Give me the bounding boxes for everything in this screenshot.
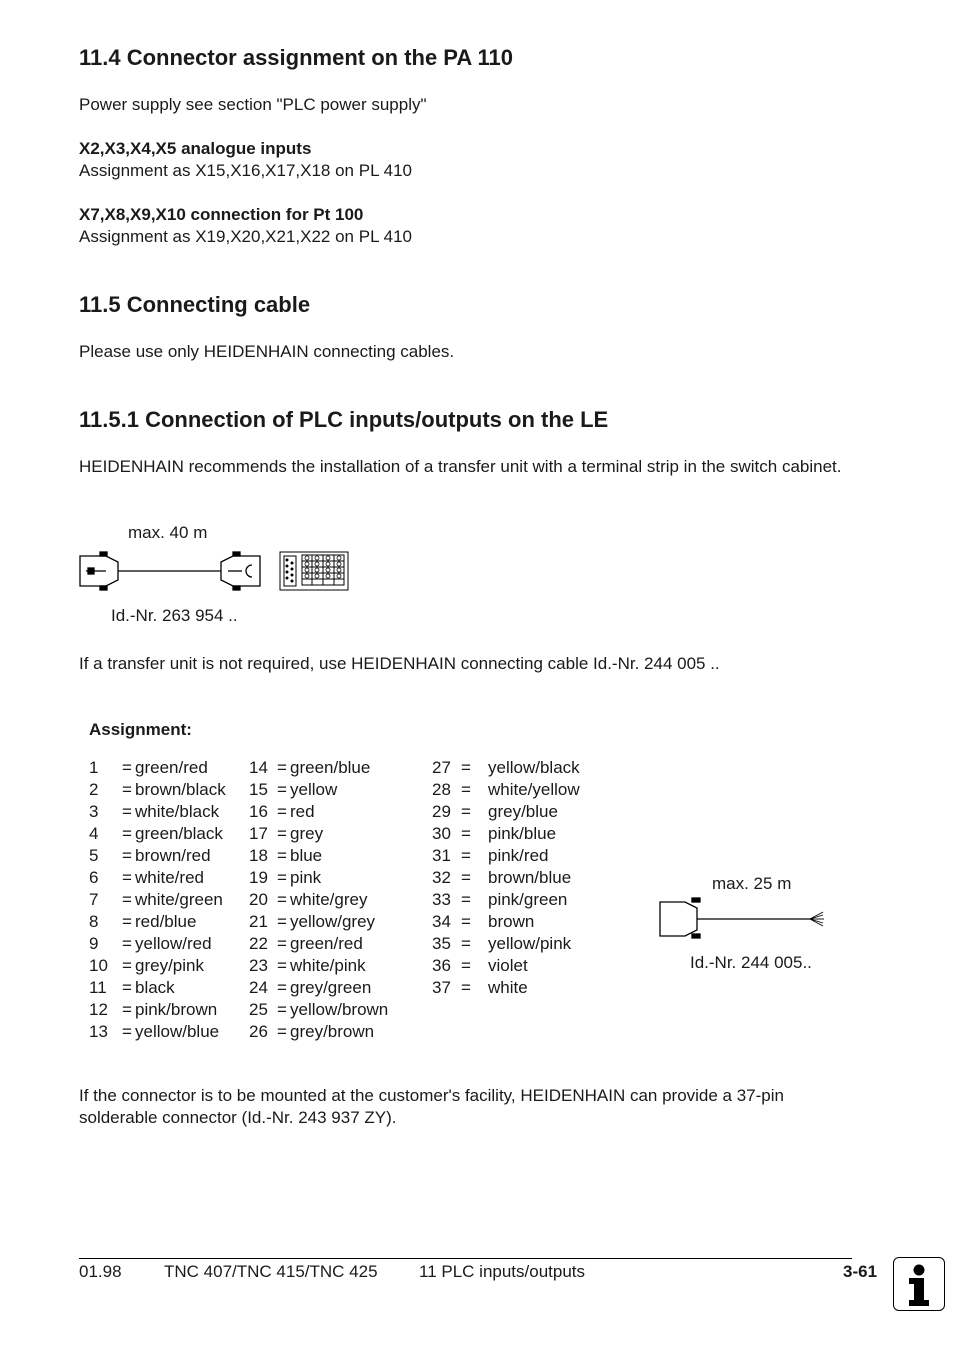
pin-number: 30 xyxy=(432,824,451,843)
assignment-row xyxy=(432,889,602,911)
wire-color: yellow/grey xyxy=(290,912,376,931)
footer-rule xyxy=(79,1258,852,1259)
open-wire-ends-icon xyxy=(810,912,824,926)
pin-number: 13 xyxy=(89,1022,108,1041)
assignment-row xyxy=(432,911,602,933)
equals-sign: = xyxy=(122,868,132,887)
pin-number: 12 xyxy=(89,1000,108,1019)
pin-number: 9 xyxy=(89,934,99,953)
equals-sign: = xyxy=(461,868,471,887)
assignment-row xyxy=(249,823,419,845)
pin-number: 34 xyxy=(432,912,451,931)
equals-sign: = xyxy=(277,1000,287,1019)
equals-sign: = xyxy=(122,802,132,821)
assignment-row xyxy=(89,1021,249,1043)
pin-number: 35 xyxy=(432,934,451,953)
assignment-row xyxy=(249,1021,419,1043)
assignment-row xyxy=(432,801,602,823)
assignment-row xyxy=(89,977,249,999)
wire-color: yellow/brown xyxy=(290,1000,389,1019)
pin-number: 15 xyxy=(249,780,268,799)
pin-number: 29 xyxy=(432,802,451,821)
wire-color: white xyxy=(488,978,528,997)
equals-sign: = xyxy=(461,956,471,975)
equals-sign: = xyxy=(122,890,132,909)
equals-sign: = xyxy=(122,824,132,843)
wire-color: violet xyxy=(488,956,528,975)
assignment-row xyxy=(89,933,249,955)
pin-number: 3 xyxy=(89,802,99,821)
wire-color: pink/brown xyxy=(135,1000,218,1019)
terminal-strip-icon xyxy=(280,552,348,590)
pin-number: 37 xyxy=(432,978,451,997)
pin-number: 16 xyxy=(249,802,268,821)
assignment-column-2 xyxy=(249,757,419,1043)
equals-sign: = xyxy=(277,802,287,821)
wire-color: white/yellow xyxy=(488,780,580,799)
cable-note: Please use only HEIDENHAIN connecting cables. xyxy=(79,342,455,361)
wire-color: grey/blue xyxy=(488,802,558,821)
wire-color: black xyxy=(135,978,175,997)
pin-number: 18 xyxy=(249,846,268,865)
equals-sign: = xyxy=(122,978,132,997)
wire-color: yellow xyxy=(290,780,338,799)
assignment-row xyxy=(89,999,249,1021)
wire-color: pink xyxy=(290,868,322,887)
assignment-row xyxy=(89,911,249,933)
pin-number: 24 xyxy=(249,978,268,997)
equals-sign: = xyxy=(122,1022,132,1041)
wire-color: yellow/pink xyxy=(488,934,572,953)
pin-number: 17 xyxy=(249,824,268,843)
assignment-row xyxy=(432,845,602,867)
equals-sign: = xyxy=(461,978,471,997)
equals-sign: = xyxy=(122,758,132,777)
section-heading-11-5-1: 11.5.1 Connection of PLC inputs/outputs on the LE xyxy=(79,407,609,432)
pin-number: 22 xyxy=(249,934,268,953)
pin-number: 5 xyxy=(89,846,99,865)
pin-number: 28 xyxy=(432,780,451,799)
connector-note: If the connector is to be mounted at the customer's facility, HEIDENHAIN can provide a 37-pin solderable connector (Id.-Nr. 243 937 ZY). xyxy=(79,1086,784,1127)
equals-sign: = xyxy=(122,912,132,931)
wire-color: white/red xyxy=(135,868,204,887)
assignment-row xyxy=(432,977,602,999)
assignment-row xyxy=(89,757,249,779)
pin-number: 7 xyxy=(89,890,99,909)
footer-date: 01.98 xyxy=(79,1262,122,1281)
assignment-row xyxy=(89,845,249,867)
assignment-row xyxy=(249,779,419,801)
assignment-row xyxy=(249,867,419,889)
pin-number: 32 xyxy=(432,868,451,887)
equals-sign: = xyxy=(277,890,287,909)
assignment-column-1 xyxy=(89,757,249,1043)
pin-number: 1 xyxy=(89,758,99,777)
assignment-row xyxy=(432,757,602,779)
assignment-row xyxy=(249,999,419,1021)
pin-number: 6 xyxy=(89,868,99,887)
equals-sign: = xyxy=(461,846,471,865)
wire-color: green/blue xyxy=(290,758,371,777)
equals-sign: = xyxy=(122,956,132,975)
cable2-length-label: max. 25 m xyxy=(712,874,792,893)
assignment-row xyxy=(89,801,249,823)
wire-color: grey/pink xyxy=(135,956,204,975)
wire-color: grey xyxy=(290,824,324,843)
assignment-row xyxy=(249,889,419,911)
wire-color: grey/green xyxy=(290,978,372,997)
equals-sign: = xyxy=(277,978,287,997)
pt100-text: Assignment as X19,X20,X21,X22 on PL 410 xyxy=(79,227,412,246)
pin-number: 25 xyxy=(249,1000,268,1019)
assignment-row xyxy=(249,977,419,999)
pin-number: 4 xyxy=(89,824,99,843)
assignment-row xyxy=(249,845,419,867)
wire-color: red/blue xyxy=(135,912,197,931)
pin-number: 11 xyxy=(89,978,107,997)
info-icon xyxy=(893,1257,945,1311)
wire-color: green/red xyxy=(135,758,208,777)
assignment-row xyxy=(89,823,249,845)
pin-number: 20 xyxy=(249,890,268,909)
wire-color: white/green xyxy=(135,890,223,909)
wire-color: brown/blue xyxy=(488,868,572,887)
pin-number: 2 xyxy=(89,780,99,799)
footer-chapter: 11 PLC inputs/outputs xyxy=(419,1262,586,1281)
pin-number: 10 xyxy=(89,956,108,975)
equals-sign: = xyxy=(277,758,287,777)
assignment-row xyxy=(432,955,602,977)
wire-color: brown/red xyxy=(135,846,211,865)
assignment-row xyxy=(432,933,602,955)
equals-sign: = xyxy=(277,868,287,887)
left-connector-icon xyxy=(80,552,118,590)
assignment-row xyxy=(432,867,602,889)
cable-with-transfer-unit-diagram xyxy=(76,548,356,594)
wire-color: red xyxy=(290,802,315,821)
assignment-row xyxy=(432,823,602,845)
assignment-row xyxy=(249,955,419,977)
assignment-row xyxy=(89,889,249,911)
equals-sign: = xyxy=(277,912,287,931)
equals-sign: = xyxy=(277,956,287,975)
equals-sign: = xyxy=(461,780,471,799)
footer-page-number: 3-61 xyxy=(843,1262,878,1281)
pin-number: 31 xyxy=(432,846,451,865)
equals-sign: = xyxy=(277,824,287,843)
assignment-row xyxy=(432,779,602,801)
wire-color: pink/blue xyxy=(488,824,557,843)
wire-color: pink/red xyxy=(488,846,549,865)
assignment-row xyxy=(249,911,419,933)
direct-cable-diagram xyxy=(655,895,830,943)
right-connector-icon xyxy=(221,552,260,590)
equals-sign: = xyxy=(122,934,132,953)
wire-color: pink/green xyxy=(488,890,568,909)
cable1-id-label: Id.-Nr. 263 954 .. xyxy=(111,606,238,625)
assignment-title: Assignment: xyxy=(89,720,192,739)
equals-sign: = xyxy=(461,824,471,843)
wire-color: blue xyxy=(290,846,323,865)
pin-number: 14 xyxy=(249,758,268,777)
equals-sign: = xyxy=(461,802,471,821)
equals-sign: = xyxy=(277,1022,287,1041)
wire-color: white/pink xyxy=(290,956,366,975)
equals-sign: = xyxy=(277,846,287,865)
equals-sign: = xyxy=(277,934,287,953)
pin-number: 36 xyxy=(432,956,451,975)
wire-color: brown xyxy=(488,912,535,931)
assignment-row xyxy=(89,955,249,977)
equals-sign: = xyxy=(277,780,287,799)
assignment-row xyxy=(249,801,419,823)
pin-number: 21 xyxy=(249,912,268,931)
section-heading-11-4: 11.4 Connector assignment on the PA 110 xyxy=(79,45,514,70)
pin-number: 33 xyxy=(432,890,451,909)
pin-number: 8 xyxy=(89,912,99,931)
pin-number: 26 xyxy=(249,1022,268,1041)
power-note: Power supply see section "PLC power supply" xyxy=(79,95,427,114)
pin-number: 27 xyxy=(432,758,451,777)
wire-color: green/red xyxy=(290,934,363,953)
assignment-row xyxy=(249,933,419,955)
no-transfer-text: If a transfer unit is not required, use HEIDENHAIN connecting cable Id.-Nr. 244 005 .. xyxy=(79,654,720,673)
analogue-text: Assignment as X15,X16,X17,X18 on PL 410 xyxy=(79,161,412,180)
assignment-row xyxy=(89,867,249,889)
equals-sign: = xyxy=(122,846,132,865)
analogue-title: X2,X3,X4,X5 analogue inputs xyxy=(79,139,312,158)
equals-sign: = xyxy=(461,890,471,909)
equals-sign: = xyxy=(122,1000,132,1019)
equals-sign: = xyxy=(461,934,471,953)
wire-color: white/grey xyxy=(290,890,368,909)
wire-color: white/black xyxy=(135,802,220,821)
section-heading-11-5: 11.5 Connecting cable xyxy=(79,292,311,317)
assignment-row xyxy=(89,779,249,801)
assignment-column-3 xyxy=(432,757,602,999)
cable1-length-label: max. 40 m xyxy=(128,523,208,542)
wire-color: green/black xyxy=(135,824,223,843)
footer-models: TNC 407/TNC 415/TNC 425 xyxy=(164,1262,378,1281)
connector-icon xyxy=(660,898,700,938)
equals-sign: = xyxy=(461,758,471,777)
intro-text: HEIDENHAIN recommends the installation of a transfer unit with a terminal strip in the switch cabinet. xyxy=(79,457,842,476)
wire-color: yellow/red xyxy=(135,934,212,953)
wire-color: brown/black xyxy=(135,780,226,799)
pin-number: 19 xyxy=(249,868,268,887)
wire-color: yellow/blue xyxy=(135,1022,220,1041)
wire-color: grey/brown xyxy=(290,1022,375,1041)
pin-number: 23 xyxy=(249,956,268,975)
equals-sign: = xyxy=(122,780,132,799)
wire-color: yellow/black xyxy=(488,758,580,777)
pt100-title: X7,X8,X9,X10 connection for Pt 100 xyxy=(79,205,364,224)
equals-sign: = xyxy=(461,912,471,931)
cable2-id-label: Id.-Nr. 244 005.. xyxy=(690,953,812,972)
assignment-row xyxy=(249,757,419,779)
